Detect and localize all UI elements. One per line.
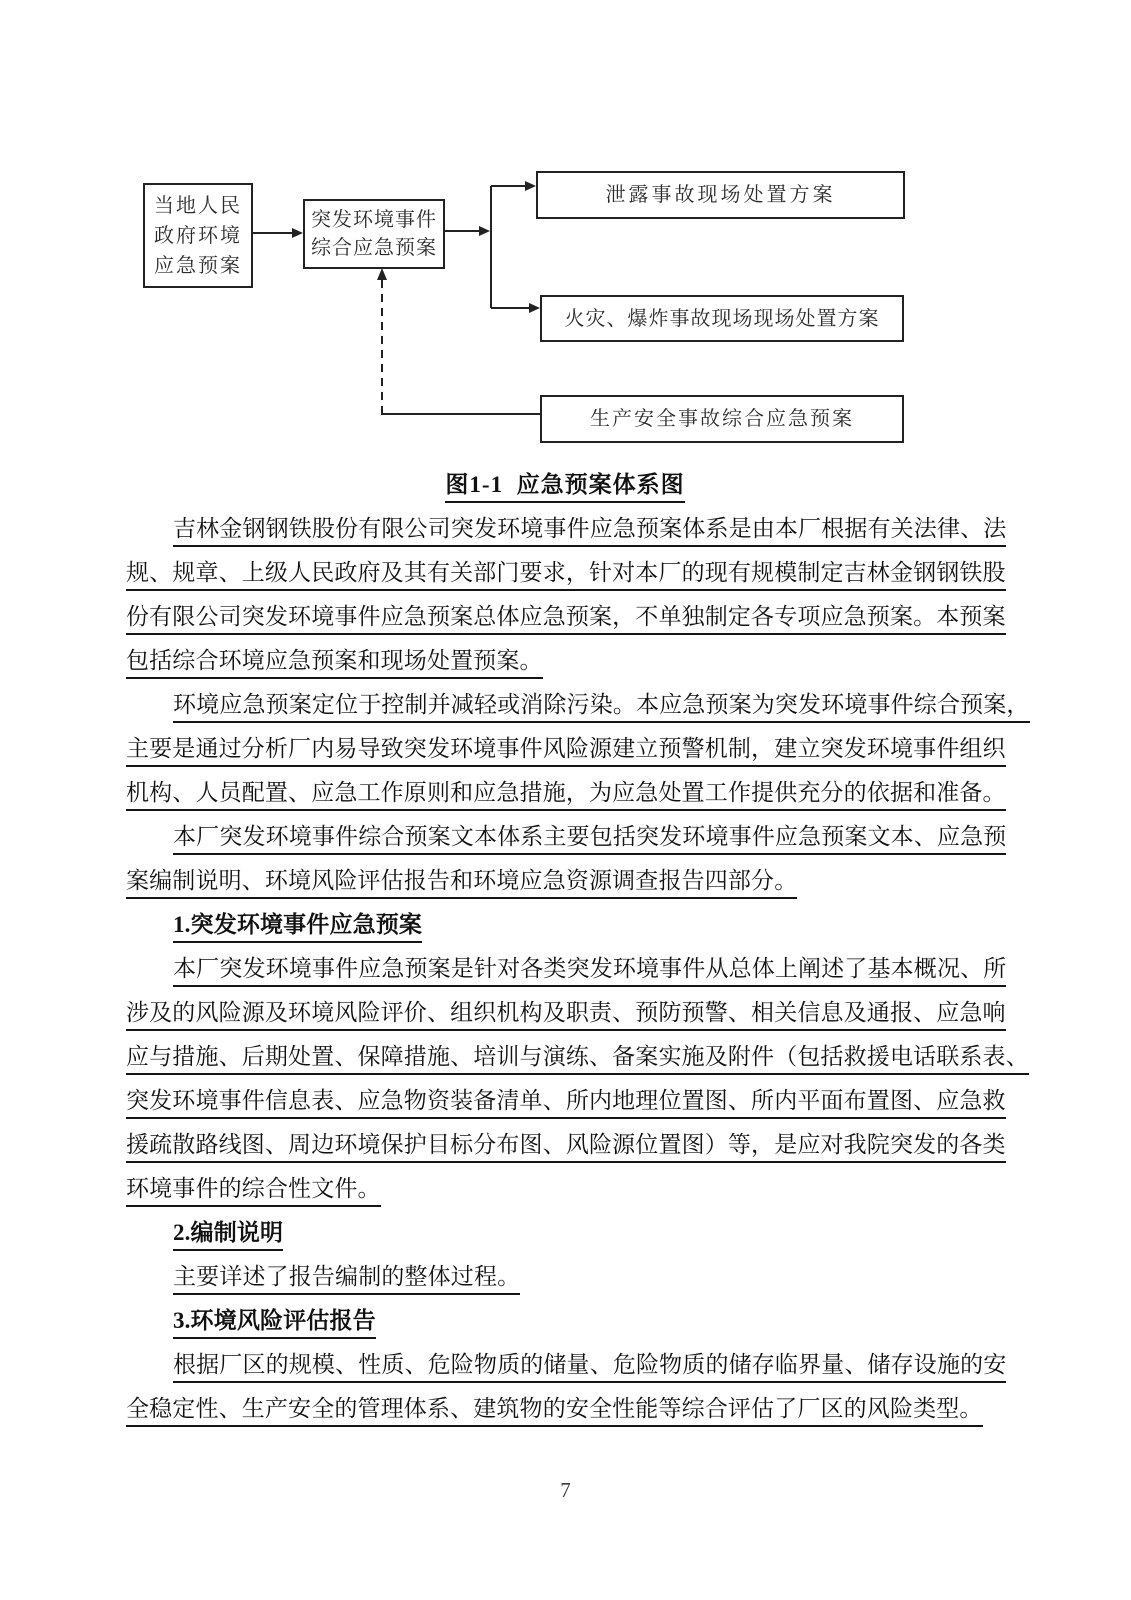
- paragraph-line: 环境应急预案定位于控制并减轻或消除污染。本应急预案为突发环境事件综合预案，: [126, 683, 1004, 727]
- diagram-box-text: 当地人民: [154, 194, 242, 217]
- paragraph-line: 主要详述了报告编制的整体过程。: [126, 1255, 1004, 1299]
- arrowhead-right-icon: [479, 226, 490, 236]
- diagram-box-text: 综合应急预案: [311, 237, 437, 259]
- page-number: 7: [560, 1478, 571, 1502]
- diagram-box-production-safety-plan: [540, 395, 904, 443]
- paragraph-line: 包括综合环境应急预案和现场处置预案。: [126, 639, 1004, 683]
- paragraph-line: 案编制说明、环境风险评估报告和环境应急资源调查报告四部分。: [126, 859, 1004, 903]
- paragraph-line: 援疏散路线图、周边环境保护目标分布图、风险源位置图）等，是应对我院突发的各类: [126, 1123, 1004, 1167]
- paragraph-line: 份有限公司突发环境事件应急预案总体应急预案，不单独制定各专项应急预案。本预案: [126, 595, 1004, 639]
- paragraph-line: 本厂突发环境事件综合预案文本体系主要包括突发环境事件应急预案文本、应急预: [126, 815, 1004, 859]
- paragraph-line: 根据厂区的规模、性质、危险物质的储量、危险物质的储存临界量、储存设施的安: [126, 1343, 1004, 1387]
- diagram-box-comprehensive-plan: [303, 199, 445, 269]
- diagram-box-text: 火灾、爆炸事故现场现场处置方案: [564, 307, 880, 330]
- arrowhead-right-icon: [529, 303, 540, 313]
- section-heading-2: 2.编制说明: [126, 1211, 1004, 1255]
- paragraph-line: 机构、人员配置、应急工作原则和应急措施，为应急处置工作提供充分的依据和准备。: [126, 771, 1004, 815]
- diagram-box-text: 生产安全事故综合应急预案: [590, 408, 854, 430]
- paragraph-line: 环境事件的综合性文件。: [126, 1167, 1004, 1211]
- paragraph-line: 吉林金钢钢铁股份有限公司突发环境事件应急预案体系是由本厂根据有关法律、法: [126, 507, 1004, 551]
- section-heading-1: 1.突发环境事件应急预案: [126, 903, 1004, 947]
- paragraph-line: 规、规章、上级人民政府及其有关部门要求，针对本厂的现有规模制定吉林金钢钢铁股: [126, 551, 1004, 595]
- diagram-box-text: 泄露事故现场处置方案: [605, 184, 836, 206]
- paragraph-line: 突发环境事件信息表、应急物资装备清单、所内地理位置图、所内平面布置图、应急救: [126, 1079, 1004, 1123]
- section-heading-3: 3.环境风险评估报告: [126, 1299, 1004, 1343]
- paragraph-line: 主要是通过分析厂内易导致突发环境事件风险源建立预警机制，建立突发环境事件组织: [126, 727, 1004, 771]
- diagram-box-text: 政府环境: [154, 224, 242, 247]
- figure-caption: 图1-1 应急预案体系图: [126, 463, 1004, 507]
- paragraph-line: 应与措施、后期处置、保障措施、培训与演练、备案实施及附件（包括救援电话联系表、: [126, 1035, 1004, 1079]
- paragraph-line: 涉及的风险源及环境风险评价、组织机构及职责、预防预警、相关信息及通报、应急响: [126, 991, 1004, 1035]
- arrowhead-right-icon: [525, 181, 536, 191]
- arrowhead-up-icon: [377, 268, 387, 280]
- paragraph-line: 本厂突发环境事件应急预案是针对各类突发环境事件从总体上阐述了基本概况、所: [126, 947, 1004, 991]
- document-body: [126, 463, 1030, 1431]
- paragraph-line: 全稳定性、生产安全的管理体系、建筑物的安全性能等综合评估了厂区的风险类型。: [126, 1387, 1004, 1431]
- diagram-box-text: 应急预案: [154, 254, 242, 277]
- diagram-box-fire-explosion-plan: [540, 295, 904, 342]
- diagram-box-local-government-plan: [143, 183, 253, 288]
- arrowhead-right-icon: [292, 228, 303, 238]
- diagram-box-leak-accident-plan: [536, 171, 905, 219]
- emergency-plan-system-diagram: [0, 0, 1131, 470]
- diagram-box-text: 突发环境事件: [311, 209, 437, 231]
